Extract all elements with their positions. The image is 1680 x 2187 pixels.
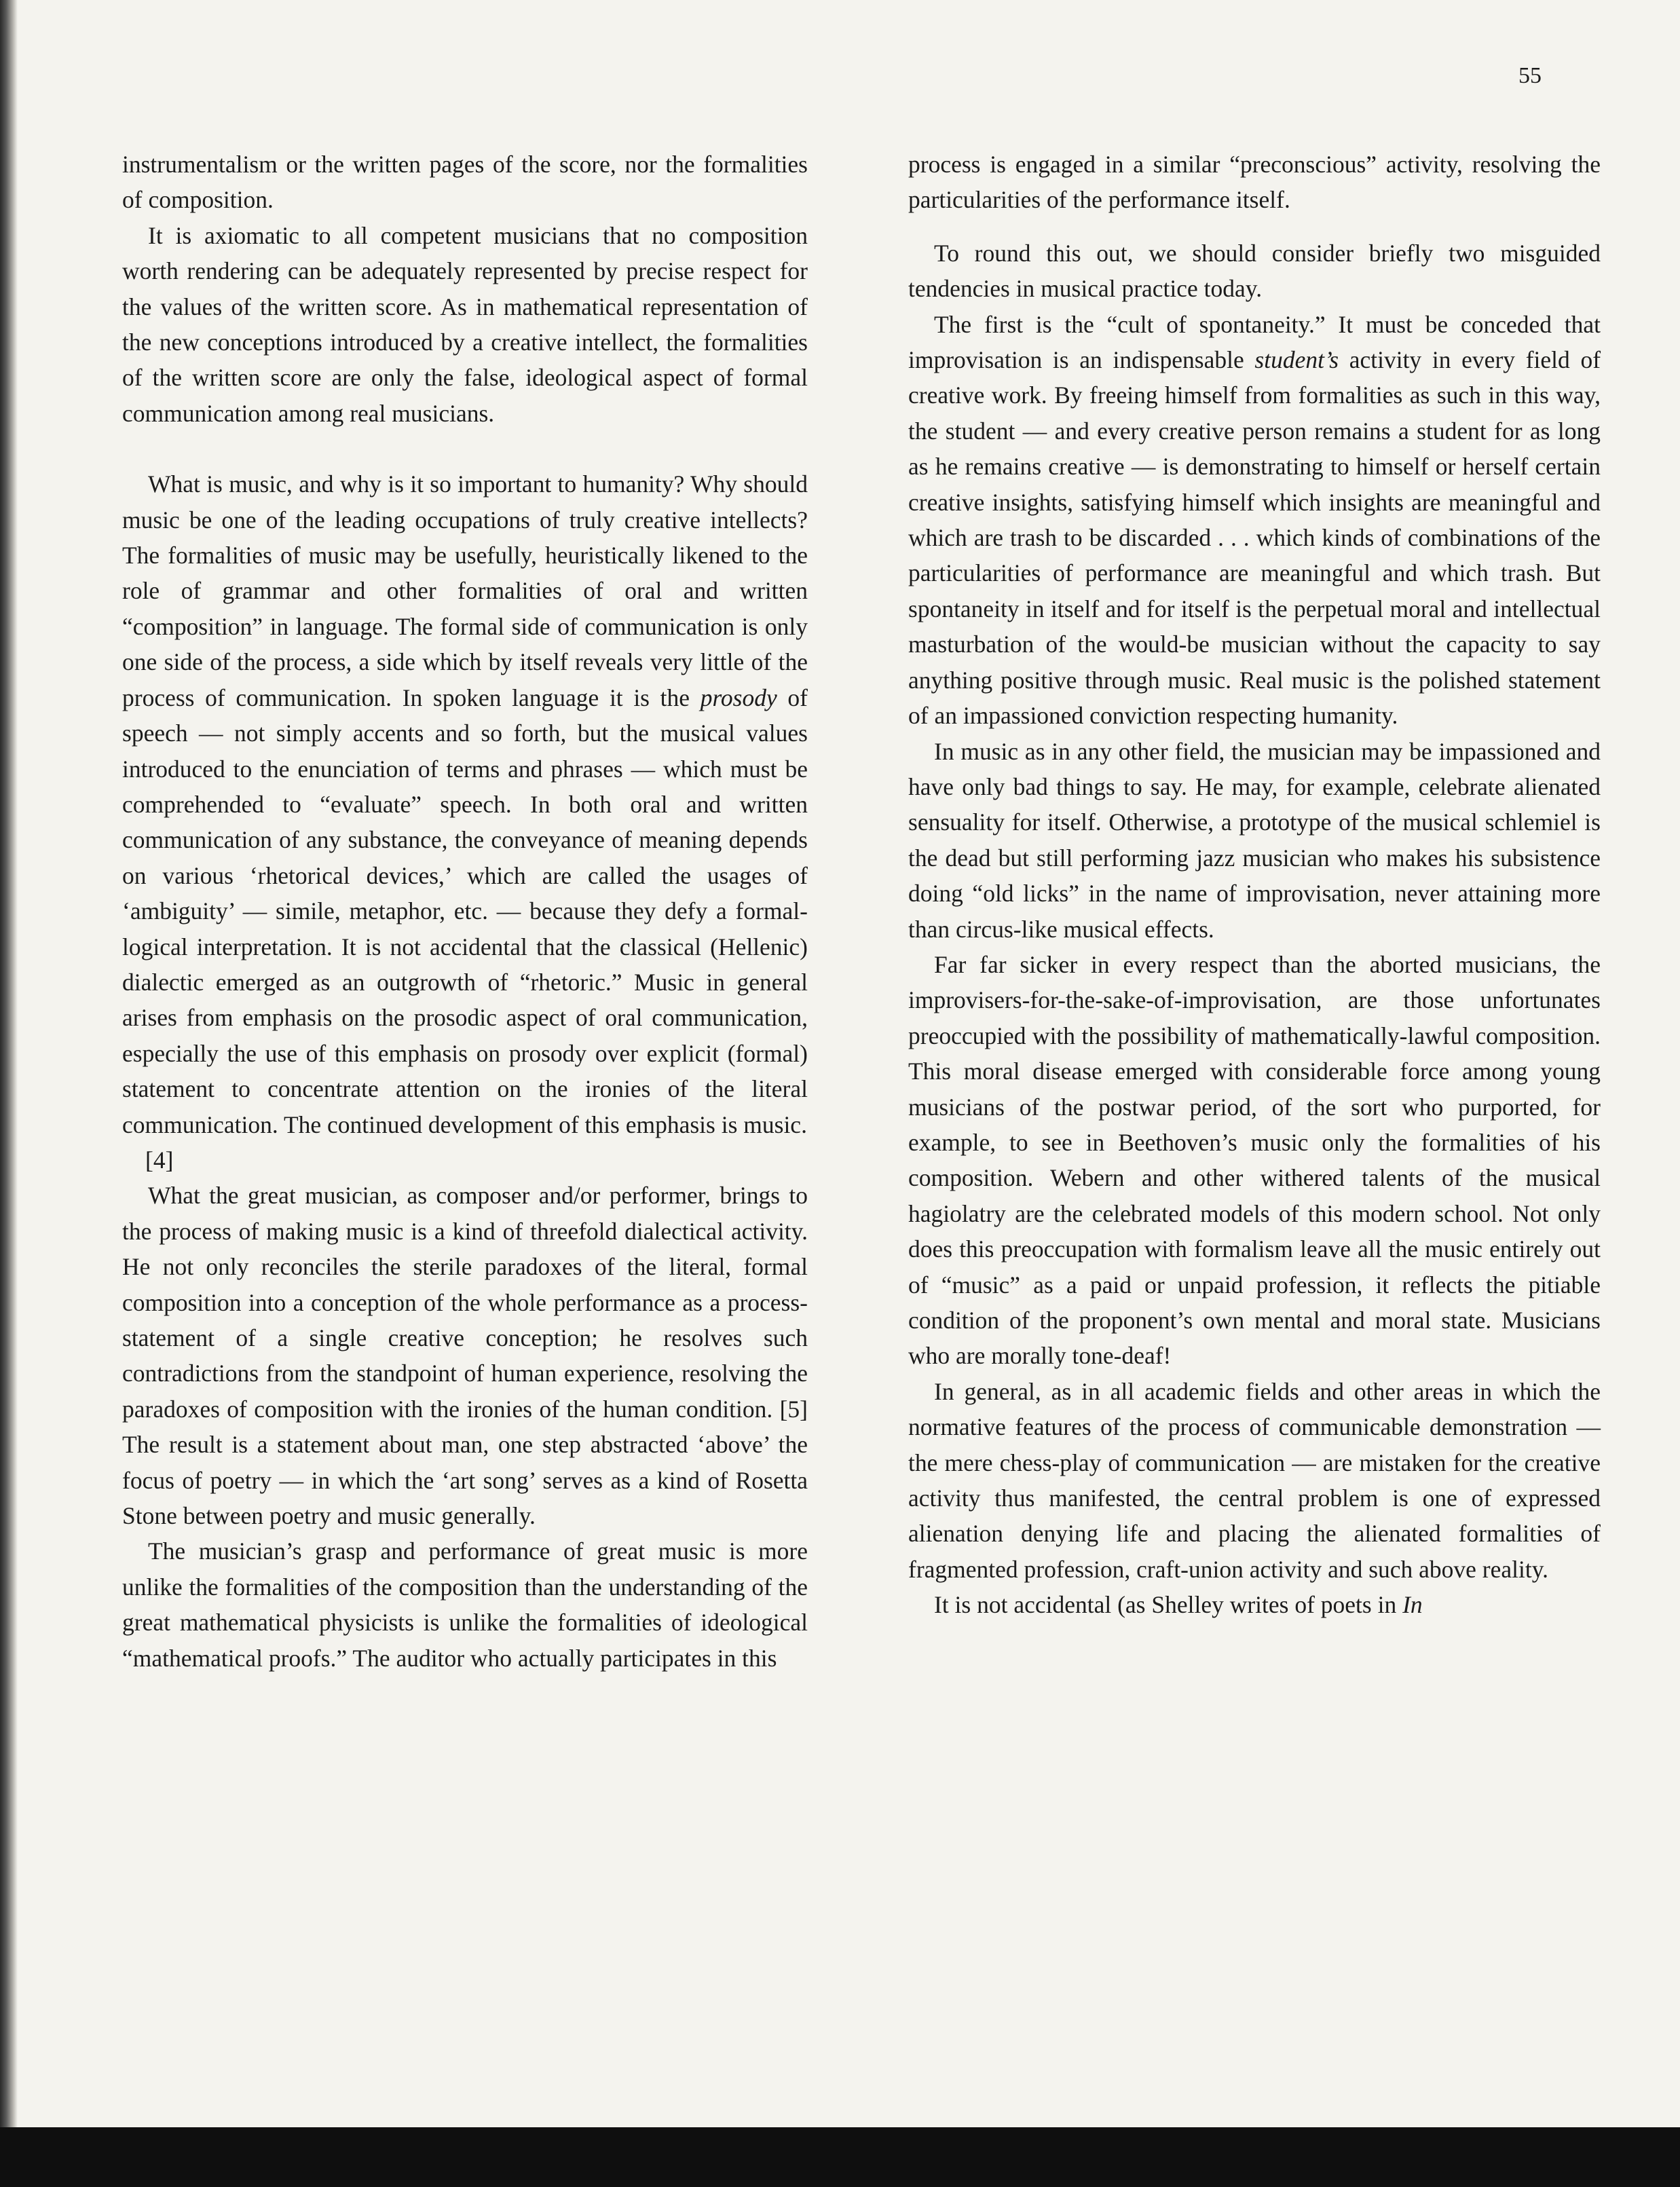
paragraph: instrumentalism or the written pages of the score, nor the formalities of composition. xyxy=(122,151,808,214)
italic-term: prosody xyxy=(700,684,777,711)
paragraph xyxy=(908,1587,1601,1622)
paragraph: Far far sicker in every respect than the aborted musicians, the improvisers-for-the-sake-of-improvisation, are those unfortunates preoccupied with the possibility of mathematically-lawful composition. This moral disease emerged with considerable force among young musicians of the postwar period, of the sort who purported, for example, to see in Beethoven’s music only the formalities of his composition. Webern and other withered talents of the musical hagiolatry are the celebrated models of this modern school. Not only does this preoccupation with formalism leave all the music entirely out of “music” as a paid or unpaid profession, it reflects the pitiable condition of the proponent’s own mental and moral state. Musicians who are morally tone-deaf! xyxy=(908,950,1601,1370)
text-run: activity in every field of creative work. By freeing himself from formalities as such in this way, the student — and every creative person remains a student for as long as he remains creative — is demonstrating to himself or herself certain creative insights, satisfying himself which insights are meaningful and which are trash to be discarded . . . which kinds of combinations of the particularities of performance are meaningful and which trash. But spontaneity in itself and for itself is the perpetual moral and intellectual masturbation of the would-be musician without the capacity to say anything positive through music. Real music is the polished statement of an impassioned conviction respecting humanity. xyxy=(908,346,1601,730)
scan-bottom-edge xyxy=(0,2127,1680,2187)
paragraph: In general, as in all academic fields and other areas in which the normative features of the process of communicable demonstration — the mere chess-play of communication — are mistaken for the creative activity thus manifested, the central problem is one of expressed alienation denying life and placing the alienated formalities of fragmented profession, craft-union activity and such above reality. xyxy=(908,1377,1601,1583)
italic-term: In xyxy=(1402,1591,1423,1619)
paragraph xyxy=(122,1178,808,1533)
text-run: The first is the “cult of spontaneity.” It must be conceded that improvisation is an indispensable xyxy=(908,310,1601,374)
paragraph: The musician’s grasp and performance of great music is more unlike the formalities of the composition than the understanding of the great mathematical physicists is unlike the formalities of ideological “mathematical proofs.” The auditor who actually participates in this xyxy=(122,1537,808,1672)
text-run: What is music, and why is it so important to humanity? Why should music be one of the leading occupations of truly creative intellects? The formalities of music may be usefully, heuristically likened to the role of grammar and other formalities of oral and written “composition” in language. The formal side of communication is only one side of the process, a side which by itself reveals very little of the process of communication. In spoken language it is the xyxy=(122,470,808,711)
left-text-column xyxy=(122,147,808,1676)
right-text-column xyxy=(908,147,1601,1623)
paragraph xyxy=(908,307,1601,734)
paragraph: To round this out, we should consider briefly two misguided tendencies in musical practice today. xyxy=(908,239,1601,303)
italic-term: student’s xyxy=(1254,346,1339,374)
text-run: of speech — not simply accents and so forth, but the musical values introduced to the enunciation of terms and phrases — which must be comprehended to “evaluate” speech. In both oral and written communication of any substance, the conveyance of meaning depends on various ‘rhetorical devices,’ which are called the usages of ‘ambiguity’ — simile, metaphor, etc. — because they defy a formal-logical interpretation. It is not accidental that the classical (Hellenic) dialectic emerged as an outgrowth of “rhetoric.” Music in general arises from emphasis on the prosodic aspect of oral communication, especially the use of this emphasis on prosody over explicit (formal) statement to concentrate attention on the ironies of the literal communication. The continued development of this emphasis is music. xyxy=(122,684,808,1138)
paragraph xyxy=(122,466,808,1178)
reference-marker: [4] xyxy=(145,1146,174,1174)
text-run: The result is a statement about man, one step abstracted ‘above’ the focus of poetry — in which the ‘art song’ serves as a kind of Rosetta Stone between poetry and music generally. xyxy=(122,1431,808,1530)
page-number: 55 xyxy=(1518,63,1542,88)
paragraph: process is engaged in a similar “preconscious” activity, resolving the particularities of the performance itself. xyxy=(908,151,1601,214)
paragraph: In music as in any other field, the musician may be impassioned and have only bad things to say. He may, for example, celebrate alienated sensuality for itself. Otherwise, a prototype of the musical schlemiel is the dead but still performing jazz musician who makes his subsistence doing “old licks” in the name of improvisation, never attaining more than circus-like musical effects. xyxy=(908,737,1601,943)
paragraph: It is axiomatic to all competent musicians that no composition worth rendering can be adequately represented by precise respect for the values of the written score. As in mathematical representation of the new conceptions introduced by a creative intellect, the formalities of the written score are only the false, ideological aspect of formal communication among real musicians. xyxy=(122,221,808,427)
text-run: It is not accidental (as Shelley writes of poets in xyxy=(934,1591,1397,1619)
text-run: What the great musician, as composer and/or performer, brings to the process of making music is a kind of threefold dialectical activity. He not only reconciles the sterile paradoxes of the literal, formal composition into a conception of the whole performance as a process-statement of a single creative conception; he resolves such contradictions from the standpoint of human experience, resolving the paradoxes of composition with the ironies of the human condition. xyxy=(122,1182,808,1423)
scan-binding-edge xyxy=(0,0,18,2138)
reference-marker: [5] xyxy=(779,1395,808,1423)
